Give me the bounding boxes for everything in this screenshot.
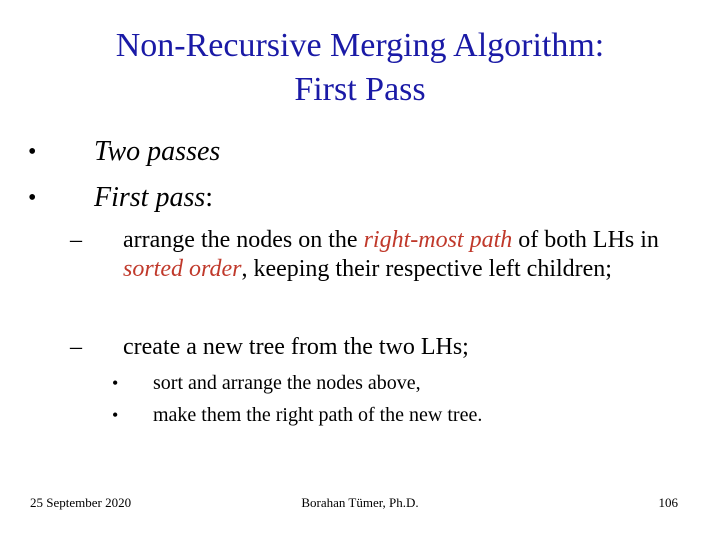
slide-title <box>0 24 720 112</box>
slide-title-line-2: First Pass <box>294 71 426 108</box>
bullet-marker: • <box>112 373 119 393</box>
sub-item-text-part-1: arrange the nodes on the <box>123 227 364 253</box>
bullet-text: Two passes <box>94 136 221 167</box>
sub-item-text <box>123 226 683 284</box>
bullet-text-wrapper <box>94 180 213 216</box>
dash-marker: – <box>70 227 82 253</box>
sub-sub-item-text: sort and arrange the nodes above, <box>153 372 421 394</box>
page-number: 106 <box>658 495 678 510</box>
footer-date: 25 September 2020 <box>30 495 132 510</box>
slide-title-line-1: Non-Recursive Merging Algorithm: <box>115 27 605 64</box>
sub-item-text-part-2: of both LHs in <box>512 227 659 253</box>
emphasis-right-most-path: right-most path <box>363 227 513 253</box>
bullet-text: First pass <box>94 182 206 213</box>
sub-sub-item-text: make them the right path of the new tree. <box>153 404 483 426</box>
emphasis-sorted-order: sorted order <box>123 256 242 282</box>
sub-item-text: create a new tree from the two LHs; <box>123 334 469 360</box>
bullet-marker: • <box>28 185 37 211</box>
sub-item-text-part-3: , keeping their respective left children; <box>241 256 612 282</box>
dash-marker: – <box>70 334 82 360</box>
bullet-marker: • <box>28 139 37 165</box>
bullet-marker: • <box>112 405 119 425</box>
bullet-suffix: : <box>205 182 214 213</box>
footer-author: Borahan Tümer, Ph.D. <box>301 495 419 510</box>
